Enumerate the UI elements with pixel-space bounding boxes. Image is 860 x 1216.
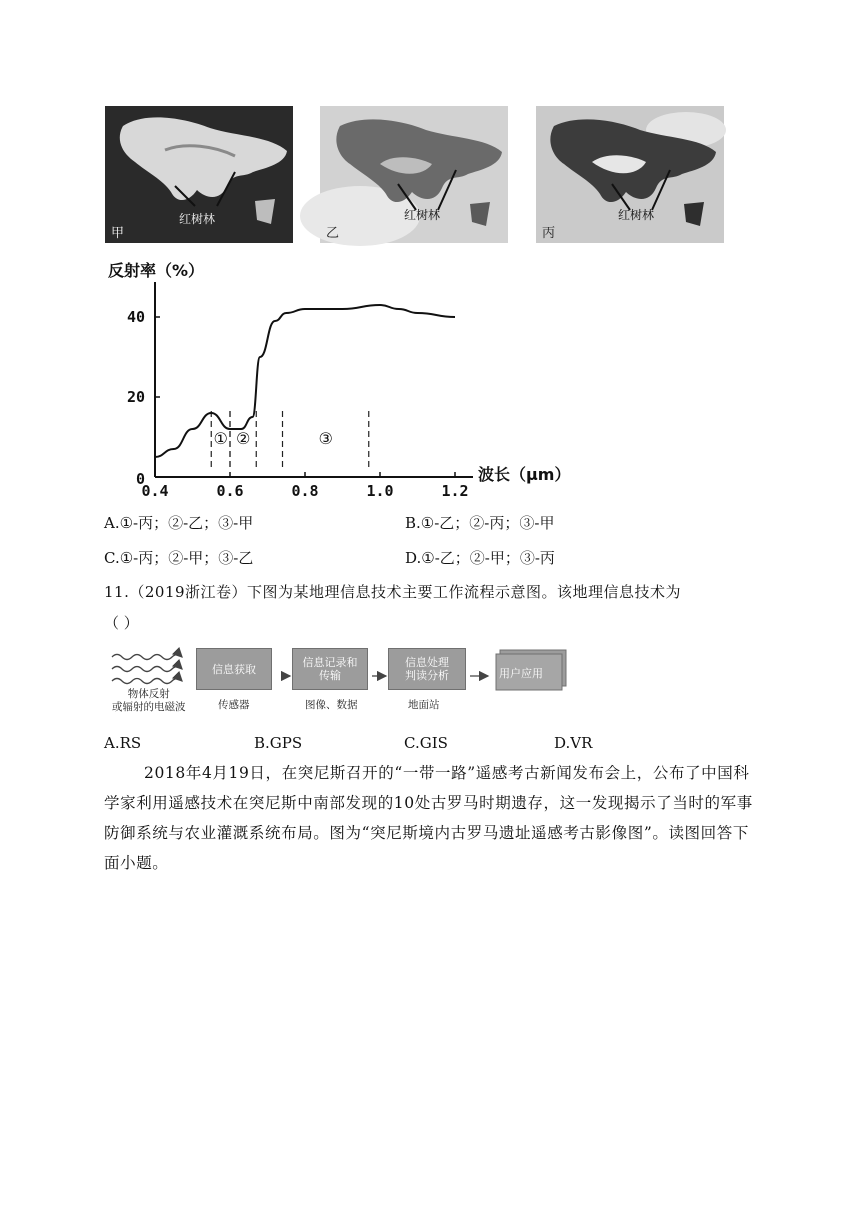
flow-caption-station: 地面站 (408, 699, 440, 711)
flow-box-apply: 用户应用 (499, 666, 543, 680)
option-c[interactable]: C.①-丙；②-甲；③-乙 (104, 549, 254, 567)
x-tick-label: 0.8 (291, 482, 319, 500)
question-11-stem: 11.（2019浙江卷）下图为某地理信息技术主要工作流程示意图。该地理信息技术为 (104, 583, 682, 601)
q11-option-c[interactable]: C.GIS (404, 734, 448, 752)
wave-caption: 物体反射 或辐射的电磁波 (112, 688, 186, 713)
image-label-yi: 乙 (326, 226, 340, 241)
chart-y-axis-label: 反射率（%） (108, 261, 205, 280)
mangrove-label: 红树林 (618, 208, 655, 222)
flow-caption-data: 图像、数据 (305, 699, 358, 711)
flow-box-acquire: 信息获取 (196, 648, 272, 690)
mangrove-label: 红树林 (179, 212, 216, 226)
q11-option-d[interactable]: D.VR (554, 734, 593, 752)
image-yi (320, 106, 508, 243)
question-11-blank: （ ） (104, 614, 139, 632)
mangrove-label: 红树林 (404, 208, 441, 222)
q11-option-b[interactable]: B.GPS (254, 734, 303, 752)
y-tick-label: 0 (135, 470, 145, 488)
image-bing (536, 106, 724, 243)
reflectance-curve (155, 305, 455, 457)
x-tick-label: 1.2 (441, 482, 469, 500)
option-b[interactable]: B.①-乙；②-丙；③-甲 (405, 514, 555, 532)
chart-x-axis-label: 波长（μm） (478, 465, 571, 484)
image-jia (105, 106, 293, 243)
flow-box-process: 信息处理 判读分析 (388, 648, 466, 690)
x-tick-label: 1.0 (366, 482, 394, 500)
band-label: ① (213, 429, 228, 448)
image-label-jia: 甲 (111, 226, 125, 241)
band-label: ② (235, 429, 251, 448)
wave-icon (112, 655, 182, 684)
y-tick-label: 20 (126, 388, 145, 406)
y-tick-label: 40 (126, 308, 145, 326)
image-label-bing: 丙 (542, 226, 556, 241)
passage-text: 2018年4月19日，在突尼斯召开的“一带一路”遥感考古新闻发布会上，公布了中国科学家利用遥感技术在突尼斯中南部发现的10处古罗马时期遗存，这一发现揭示了当时的军事防御系统与农业灌溉系统布局。图为“突尼斯境内古罗马遗址遥感考古影像图”。读图回答下面小题。 (104, 764, 753, 872)
q11-option-a[interactable]: A.RS (104, 734, 142, 752)
x-tick-label: 0.6 (216, 482, 244, 500)
x-tick-label: 0.4 (141, 482, 169, 500)
option-d[interactable]: D.①-乙；②-甲；③-丙 (405, 549, 555, 567)
band-label: ③ (318, 429, 333, 448)
reflectance-chart (100, 256, 571, 506)
option-a[interactable]: A.①-丙；②-乙；③-甲 (104, 514, 254, 532)
flow-box-record: 信息记录和 传输 (292, 648, 368, 690)
flow-caption-sensor: 传感器 (218, 699, 250, 711)
